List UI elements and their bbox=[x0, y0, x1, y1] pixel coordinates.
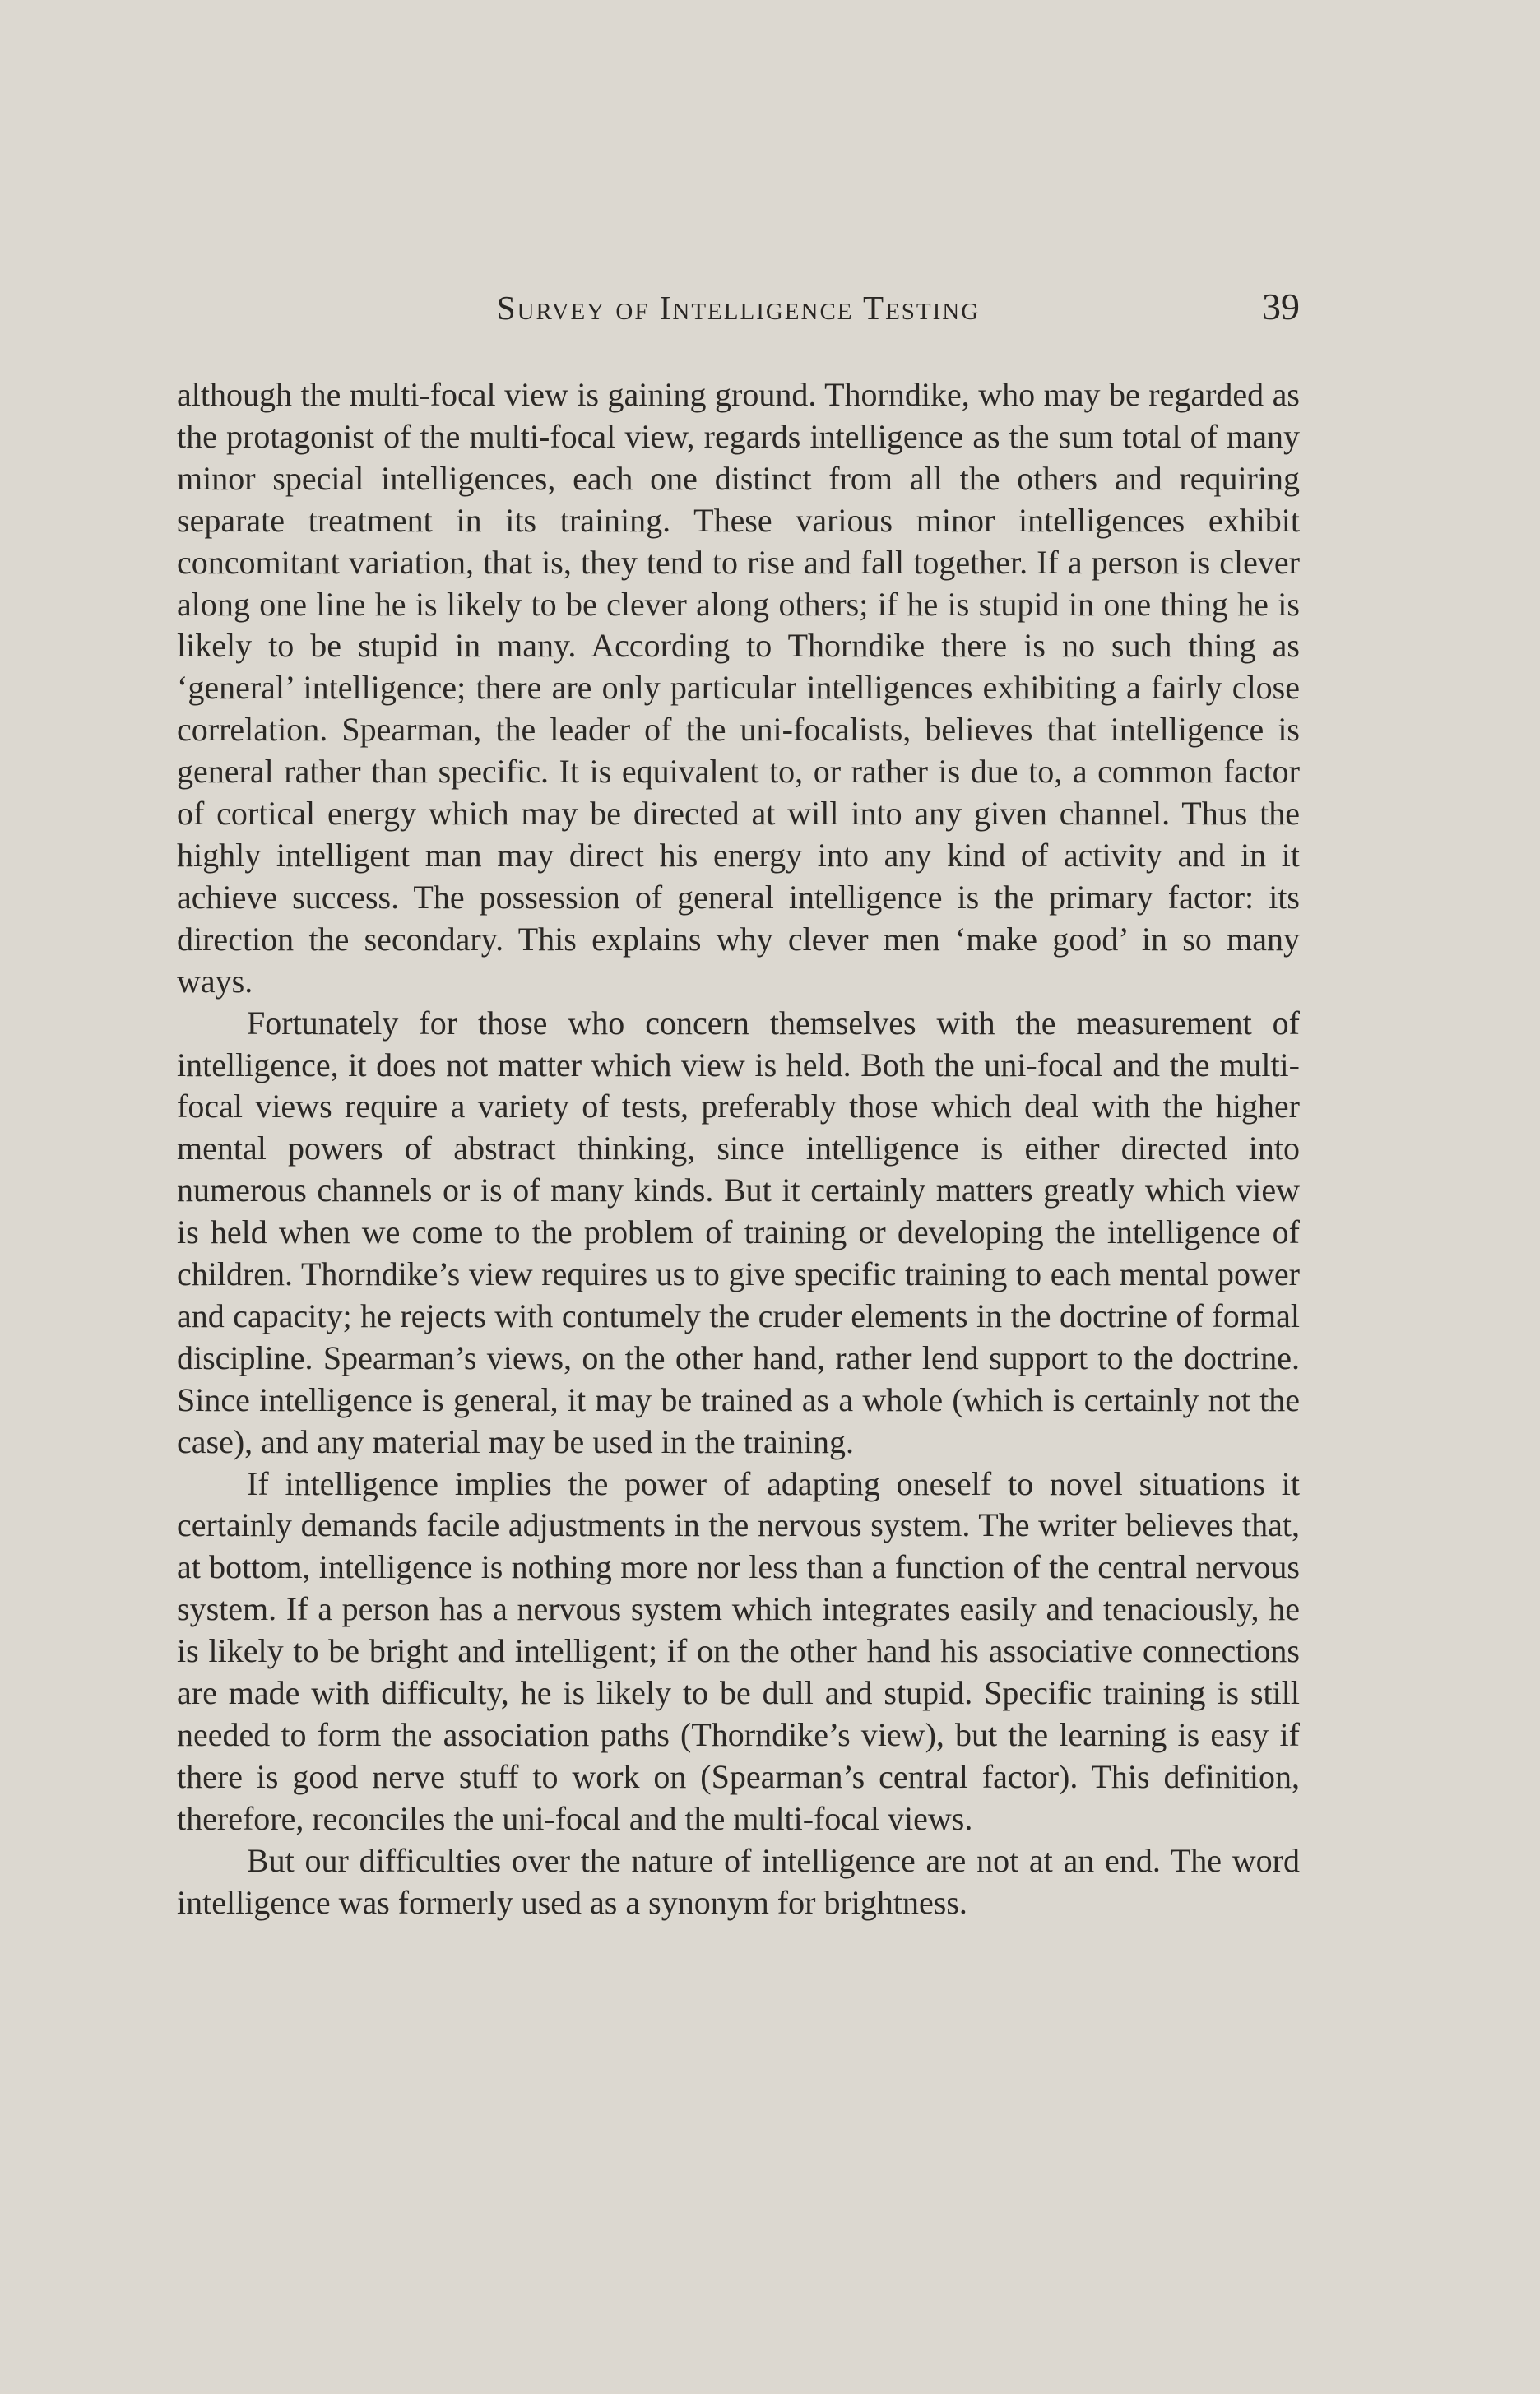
page-number: 39 bbox=[1262, 285, 1300, 327]
running-title: Survey of Intelligence Testing bbox=[496, 289, 981, 327]
running-head bbox=[177, 285, 1300, 337]
paragraph: If intelligence implies the power of adapting oneself to novel situations it certainly demands facile adjustments in the nervous system. The writer believes that, at bottom, intelligence is nothing more nor less than a function of the central nervous system. If a person has a nervous system which integrates easily and tenaciously, he is likely to be bright and intelligent; if on the other hand his associative connections are made with difficulty, he is likely to be dull and stupid. Specific training is still needed to form the association paths (Thorndike’s view), but the learning is easy if there is good nerve stuff to work on (Spearman’s central factor). This definition, therefore, reconciles the uni-focal and the multi-focal views. bbox=[177, 1464, 1300, 1837]
paragraph-continued: although the multi-focal view is gaining ground. Thorndike, who may be regarded as the protagonist of the multi-focal view, regards intelligence as the sum total of many minor special intelligences, each one distinct from all the others and requiring separate treatment in its training. These various minor intelligences exhibit concomitant variation, that is, they tend to rise and fall together. If a person is clever along one line he is likely to be clever along others; if he is stupid in one thing he is likely to be stupid in many. According to Thorndike there is no such thing as ‘general’ intelligence; there are only particular intelligences exhibiting a fairly close correlation. Spearman, the leader of the uni-focalists, believes that intelligence is general rather than specific. It is equivalent to, or rather is due to, a common factor of cortical energy which may be directed at will into any given channel. Thus the highly intelligent man may direct his energy into any kind of activity and in it achieve success. The possession of general intelligence is the primary factor: its direction the secondary. This explains why clever men ‘make good’ in so many ways. bbox=[177, 376, 1300, 1000]
paragraph: Fortunately for those who concern themselves with the measurement of intelligence, it does not matter which view is held. Both the uni-focal and the multi-focal views require a variety of tests, preferably those which deal with the higher mental powers of abstract thinking, since intelligence is either directed into numerous channels or is of many kinds. But it certainly matters greatly which view is held when we come to the problem of training or developing the intelligence of children. Thorndike’s view requires us to give specific training to each mental power and capacity; he rejects with contumely the cruder elements in the doctrine of formal discipline. Spearman’s views, on the other hand, rather lend support to the doctrine. Since intelligence is general, it may be trained as a whole (which is certainly not the case), and any material may be used in the training. bbox=[177, 1004, 1300, 1460]
body-text bbox=[177, 374, 1300, 1924]
paragraph: But our difficulties over the nature of intelligence are not at an end. The word intelligence was formerly used as a synonym for brightness. bbox=[177, 1841, 1300, 1921]
